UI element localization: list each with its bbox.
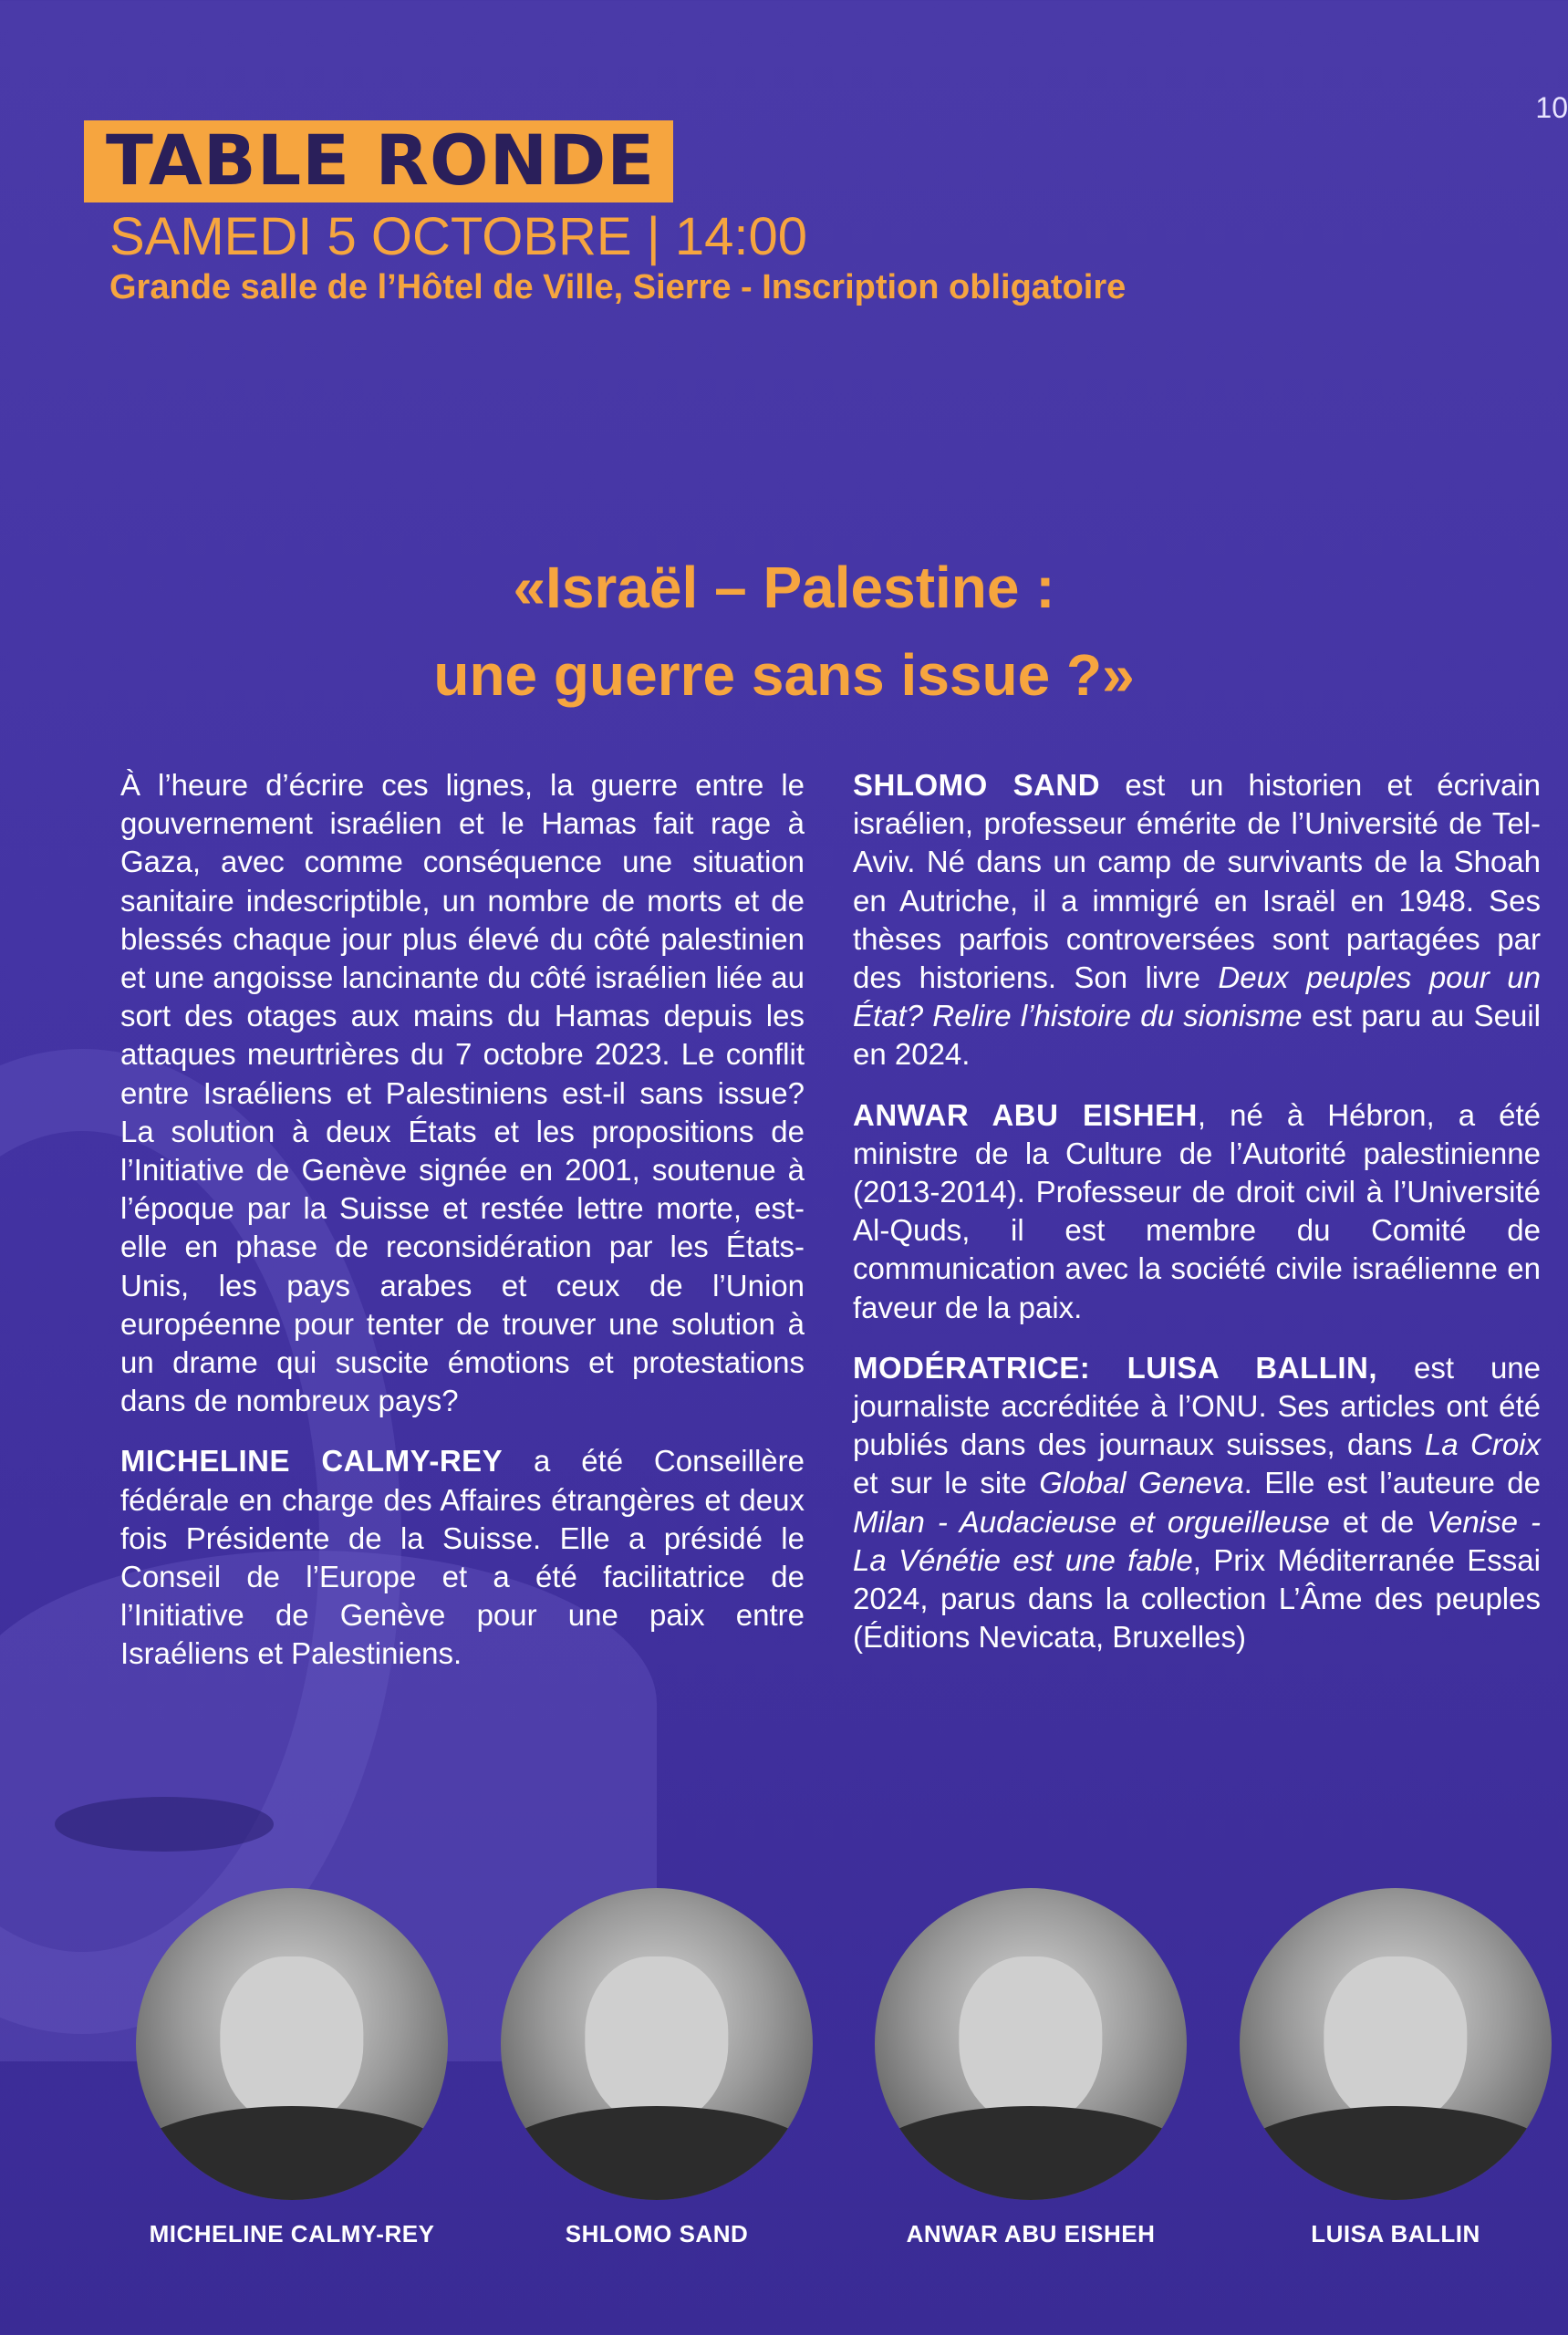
publication-title: Global Geneva <box>1039 1466 1244 1500</box>
event-type-tag: TABLE RONDE <box>84 120 673 202</box>
bio-name: MODÉRATRICE: LUISA BALLIN, <box>853 1350 1378 1385</box>
event-title-line-2: une guerre sans issue ?» <box>433 642 1135 708</box>
bio-text: et sur le site <box>853 1466 1040 1500</box>
portrait-caption: SHLOMO SAND <box>565 2220 749 2247</box>
publication-title: La Croix <box>1424 1427 1542 1462</box>
bio-sand <box>853 766 1541 1074</box>
bio-text: . Elle est l’auteure de <box>1243 1466 1542 1500</box>
background-ellipse-shape <box>55 1797 274 1852</box>
book-title: Milan - Audacieuse et orgueilleuse <box>853 1504 1330 1539</box>
portrait-caption: MICHELINE CALMY-REY <box>149 2220 435 2247</box>
event-date-time: SAMEDI 5 OCTOBRE | 14:00 <box>109 207 808 266</box>
bio-text: , Prix Méditerranée Essai 2024, parus dans la collection L’Âme des peuples (Éditions Nevicata, Bruxelles) <box>853 1542 1541 1655</box>
portrait-caption: LUISA BALLIN <box>1311 2220 1480 2247</box>
portrait-calmy-rey <box>100 1888 483 2248</box>
bio-text: a été Conseillère fédérale en charge des Affaires étrangères et deux fois Présidente de la Suisse. Elle a présidé le Conseil de l’Europe et a été facilitatrice de l’Initiative de Genève pour une paix entre Israéliens et Palestiniens. <box>120 1444 805 1671</box>
portrait-photo <box>501 1888 813 2200</box>
portrait-caption: ANWAR ABU EISHEH <box>906 2220 1156 2247</box>
bio-ballin <box>853 1349 1541 1657</box>
intro-paragraph: À l’heure d’écrire ces lignes, la guerre entre le gouvernement israélien et le Hamas fait rage à Gaza, avec comme conséquence une situation sanitaire indescriptible, un nombre de morts et de blessés chaque jour plus élevé du côté palestinien et une angoisse lancinante du côté israélien liée au sort des otages aux mains du Hamas depuis les attaques meurtrières du 7 octobre 2023. Le conflit entre Israéliens et Palestiniens est-il sans issue? La solution à deux États et les propositions de l’Initiative de Genève signée en 2001, soutenue à l’époque par la Suisse et restée lettre morte, est-elle en phase de reconsidération par les États-Unis, les pays arabes et ceux de l’Union européenne pour tenter de trouver une solution à un drame qui suscite émotions et protestations dans de nombreux pays? <box>120 768 805 1418</box>
book-title: Deux peuples pour un État? Relire l’histoire du sionisme <box>853 960 1541 1033</box>
right-column <box>853 766 1541 1678</box>
bio-name: SHLOMO SAND <box>853 768 1101 802</box>
bio-abu-eisheh <box>853 1096 1541 1327</box>
portrait-sand <box>465 1888 848 2248</box>
bio-name: ANWAR ABU EISHEH <box>853 1097 1198 1132</box>
bio-text: et de <box>1329 1504 1428 1539</box>
portrait-ballin <box>1204 1888 1568 2248</box>
bio-calmy-rey <box>120 1442 805 1673</box>
speaker-portraits <box>0 1888 1568 2271</box>
bio-text: est paru au Seuil en 2024. <box>853 999 1541 1072</box>
bio-text: , né à Hébron, a été ministre de la Culture de l’Autorité palestinienne (2013-2014). Professeur de droit civil à l’Université Al-Quds, il est membre du Comité de communication avec la société civile israélienne en faveur de la paix. <box>853 1097 1541 1324</box>
portrait-photo <box>1240 1888 1552 2200</box>
book-title: Venise - La Vénétie est une fable <box>853 1504 1541 1577</box>
bio-text: est un historien et écrivain israélien, professeur émérite de l’Université de Tel-Aviv. Né dans un camp de survivants de la Shoah en Autriche, il a immigré en Israël en 1948. Ses thèses parfois controversées sont partagées par des historiens. Son livre <box>853 768 1541 995</box>
event-title-line-1: «Israël – Palestine : <box>513 555 1055 620</box>
left-column <box>120 766 805 1696</box>
portrait-abu-eisheh <box>839 1888 1222 2248</box>
portrait-photo <box>136 1888 448 2200</box>
event-title <box>0 544 1568 719</box>
event-venue: Grande salle de l’Hôtel de Ville, Sierre - Inscription obligatoire <box>109 268 1127 306</box>
bio-name: MICHELINE CALMY-REY <box>120 1444 504 1479</box>
event-header <box>84 120 1126 308</box>
page-number: 10 <box>1535 91 1568 124</box>
portrait-photo <box>875 1888 1187 2200</box>
bio-text: est une journaliste accréditée à l’ONU. Ses articles ont été publiés dans des journaux suisses, dans <box>853 1350 1542 1462</box>
